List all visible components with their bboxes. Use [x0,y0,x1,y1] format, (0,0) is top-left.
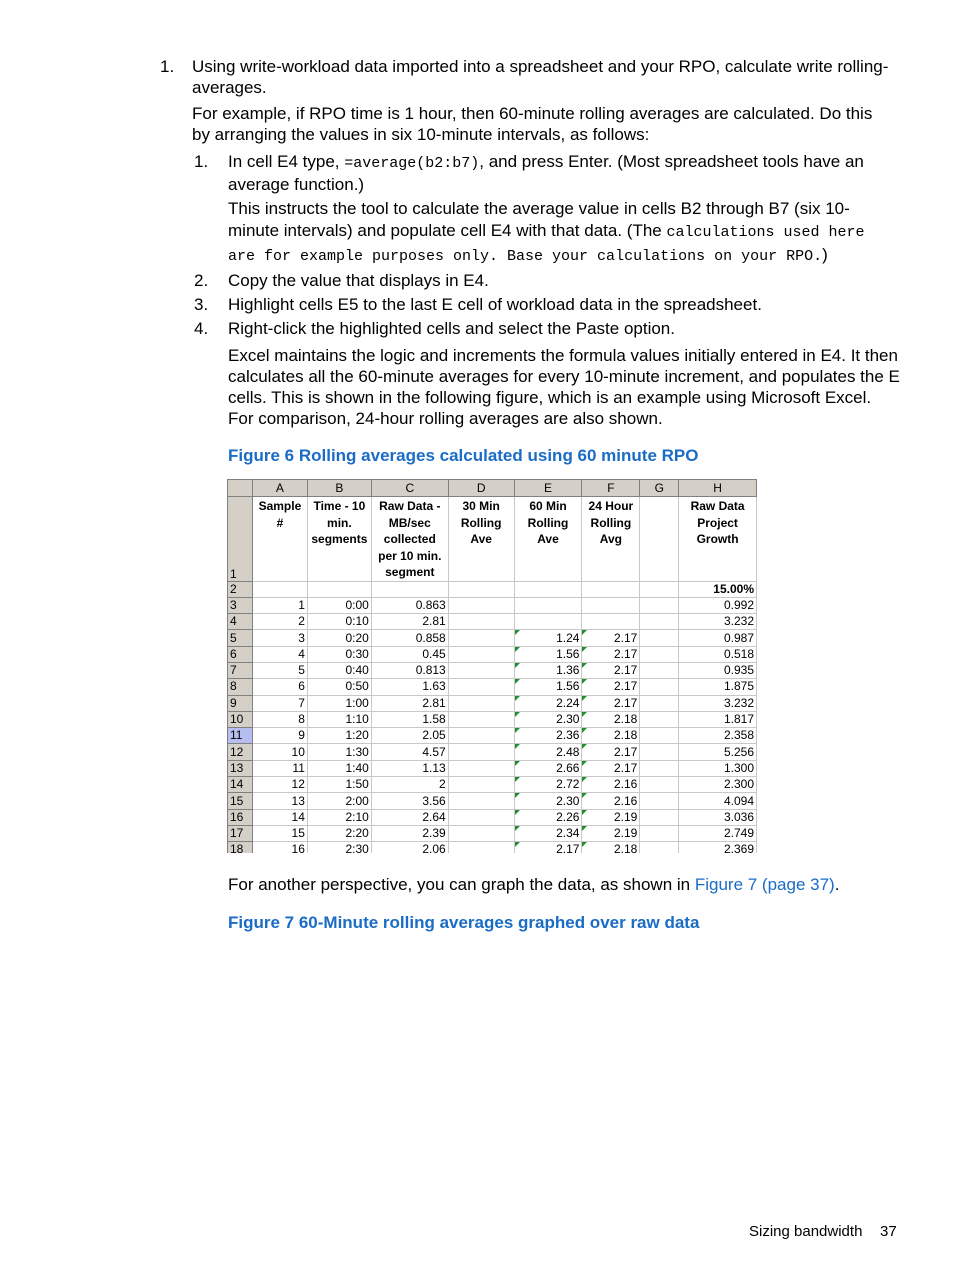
rolling-60-cell[interactable]: 2.66 [514,760,582,776]
row-header[interactable]: 13 [228,760,253,776]
row-header[interactable]: 8 [228,679,253,695]
growth-cell[interactable]: 4.094 [679,793,757,809]
graph-reference-pre: For another perspective, you can graph the data, as shown in [228,875,695,894]
rolling-24h-cell[interactable]: 2.18 [582,842,640,853]
header-cell-60-min[interactable]: 60 Min Rolling Ave [514,497,582,582]
g-cell[interactable] [640,825,679,841]
table-row [228,744,757,760]
substep-3-number: 3. [194,295,209,314]
g-cell[interactable] [640,679,679,695]
raw-data-cell[interactable]: 0.863 [371,597,448,613]
rolling-30-cell[interactable] [448,760,514,776]
g-cell[interactable] [640,760,679,776]
rolling-60-cell[interactable]: 2.48 [514,744,582,760]
time-cell[interactable]: 0:40 [307,662,371,678]
rolling-24h-cell[interactable]: 2.19 [582,809,640,825]
table-row [228,777,757,793]
substep-1-number: 1. [194,152,209,171]
rolling-30-cell[interactable] [448,679,514,695]
g-cell[interactable] [640,842,679,853]
row-header[interactable]: 6 [228,646,253,662]
sample-cell[interactable]: 8 [252,711,307,727]
sample-cell[interactable]: 14 [252,809,307,825]
time-cell[interactable]: 2:10 [307,809,371,825]
sample-cell[interactable]: 16 [252,842,307,853]
rolling-30-cell[interactable] [448,630,514,646]
growth-cell[interactable]: 2.369 [679,842,757,853]
sample-cell[interactable]: 7 [252,695,307,711]
growth-cell[interactable]: 2.300 [679,777,757,793]
rolling-24h-cell[interactable]: 2.16 [582,793,640,809]
row-header[interactable]: 3 [228,597,253,613]
figure-7-caption: Figure 7 60-Minute rolling averages graphed over raw data [228,913,700,932]
graph-reference-post: . [834,875,840,894]
rolling-30-cell[interactable] [448,793,514,809]
raw-data-cell[interactable]: 2.64 [371,809,448,825]
raw-data-cell[interactable]: 0.813 [371,662,448,678]
row-header[interactable]: 16 [228,809,253,825]
average-formula-code: =average(b2:b7) [344,155,480,172]
time-cell[interactable]: 0:50 [307,679,371,695]
step-1-text: Using write-workload data imported into a spreadsheet and your RPO, calculate write rolling-averages. [192,57,889,97]
time-cell[interactable]: 1:30 [307,744,371,760]
rolling-30-cell[interactable] [448,646,514,662]
time-cell[interactable]: 1:00 [307,695,371,711]
rolling-24h-cell[interactable]: 2.18 [582,728,640,744]
rolling-24h-cell[interactable] [582,597,640,613]
g-cell[interactable] [640,597,679,613]
rolling-30-cell[interactable] [448,711,514,727]
g-cell[interactable] [640,646,679,662]
column-header-h[interactable]: H [679,480,757,497]
time-cell[interactable]: 0:30 [307,646,371,662]
table-row [228,695,757,711]
g-cell[interactable] [640,614,679,630]
rolling-30-cell[interactable] [448,695,514,711]
substep-4-number: 4. [194,319,209,338]
raw-data-cell[interactable]: 0.858 [371,630,448,646]
table-row [228,662,757,678]
rolling-24h-cell[interactable]: 2.17 [582,679,640,695]
column-header-c[interactable]: C [371,480,448,497]
substep-4-text: Right-click the highlighted cells and select the Paste option. [228,319,675,338]
sample-cell[interactable]: 15 [252,825,307,841]
time-cell[interactable]: 1:40 [307,760,371,776]
rolling-24h-cell[interactable]: 2.18 [582,711,640,727]
rolling-60-cell[interactable]: 1.24 [514,630,582,646]
cell[interactable] [514,581,582,597]
table-row [228,679,757,695]
growth-cell[interactable]: 0.992 [679,597,757,613]
g-cell[interactable] [640,744,679,760]
raw-data-cell[interactable]: 1.63 [371,679,448,695]
g-cell[interactable] [640,630,679,646]
table-row [228,842,757,853]
footer-section-title: Sizing bandwidth [749,1223,863,1240]
rolling-24h-cell[interactable]: 2.17 [582,744,640,760]
time-cell[interactable]: 0:00 [307,597,371,613]
table-row [228,825,757,841]
row-header[interactable]: 15 [228,793,253,809]
rolling-30-cell[interactable] [448,777,514,793]
rolling-30-cell[interactable] [448,825,514,841]
growth-cell[interactable]: 3.232 [679,614,757,630]
time-cell[interactable]: 1:10 [307,711,371,727]
header-cell-time[interactable]: Time - 10 min. segments [307,497,371,582]
row-header[interactable]: 9 [228,695,253,711]
rolling-60-cell[interactable] [514,614,582,630]
row-header[interactable]: 10 [228,711,253,727]
cell[interactable] [371,581,448,597]
cell[interactable] [582,581,640,597]
time-cell[interactable]: 2:30 [307,842,371,853]
raw-data-cell[interactable]: 2.81 [371,695,448,711]
g-cell[interactable] [640,662,679,678]
sample-cell[interactable]: 1 [252,597,307,613]
rolling-60-cell[interactable]: 1.36 [514,662,582,678]
rolling-60-cell[interactable]: 2.72 [514,777,582,793]
corner-cell[interactable] [228,480,253,497]
g-cell[interactable] [640,695,679,711]
rolling-30-cell[interactable] [448,614,514,630]
sample-cell[interactable]: 6 [252,679,307,695]
time-cell[interactable]: 1:50 [307,777,371,793]
sample-cell[interactable]: 11 [252,760,307,776]
growth-cell[interactable]: 1.817 [679,711,757,727]
rolling-30-cell[interactable] [448,842,514,853]
table-row [228,711,757,727]
example-note-code: calculations used here are for example purposes only. Base your calculations on your RPO. [228,224,865,265]
rolling-24h-cell[interactable]: 2.17 [582,760,640,776]
raw-data-cell[interactable]: 1.58 [371,711,448,727]
rolling-30-cell[interactable] [448,744,514,760]
growth-cell[interactable]: 3.036 [679,809,757,825]
sample-cell[interactable]: 10 [252,744,307,760]
rolling-24h-cell[interactable] [582,614,640,630]
table-row [228,793,757,809]
growth-cell[interactable]: 1.300 [679,760,757,776]
rolling-60-cell[interactable]: 2.34 [514,825,582,841]
raw-data-cell[interactable]: 1.13 [371,760,448,776]
g-cell[interactable] [640,728,679,744]
rolling-60-cell[interactable]: 1.56 [514,646,582,662]
row-header[interactable]: 2 [228,581,253,597]
substep-1-para-post: ) [822,245,828,264]
row-header[interactable]: 17 [228,825,253,841]
g-cell[interactable] [640,809,679,825]
time-cell[interactable]: 1:20 [307,728,371,744]
row-header[interactable]: 4 [228,614,253,630]
sample-cell[interactable]: 3 [252,630,307,646]
row-header[interactable]: 5 [228,630,253,646]
substep-3-text: Highlight cells E5 to the last E cell of workload data in the spreadsheet. [228,295,762,314]
substep-1-text [228,151,900,195]
rolling-60-cell[interactable]: 2.24 [514,695,582,711]
rolling-24h-cell[interactable]: 2.17 [582,630,640,646]
rolling-24h-cell[interactable]: 2.17 [582,646,640,662]
substep-4-paragraph: Excel maintains the logic and increments the formula values initially entered in E4. It then calculates all the 60-minute averages for every 10-minute increment, and populates the E cells. This is shown in the following figure, which is an example using Microsoft Excel. For comparison, 24-hour rolling averages are also shown. [228,346,900,428]
rolling-30-cell[interactable] [448,728,514,744]
raw-data-cell[interactable]: 2.81 [371,614,448,630]
cell[interactable] [307,581,371,597]
sample-cell[interactable]: 12 [252,777,307,793]
spreadsheet-table [227,479,757,853]
rolling-24h-cell[interactable]: 2.17 [582,695,640,711]
step-1-paragraph: For example, if RPO time is 1 hour, then 60-minute rolling averages are calculated. Do this by arranging the values in six 10-minute intervals, as follows: [192,104,873,144]
growth-percent-cell[interactable]: 15.00% [679,581,757,597]
substep-2-number: 2. [194,271,209,290]
cell[interactable] [252,581,307,597]
time-cell[interactable]: 2:00 [307,793,371,809]
growth-cell[interactable]: 3.232 [679,695,757,711]
sample-cell[interactable]: 13 [252,793,307,809]
header-cell-raw-data[interactable]: Raw Data - MB/sec collected per 10 min. segment [371,497,448,582]
rolling-60-cell[interactable]: 2.36 [514,728,582,744]
column-header-d[interactable]: D [448,480,514,497]
sample-cell[interactable]: 4 [252,646,307,662]
graph-reference-text [228,874,900,895]
row-header[interactable]: 14 [228,777,253,793]
row-header[interactable]: 12 [228,744,253,760]
table-row [228,646,757,662]
time-cell[interactable]: 0:20 [307,630,371,646]
sample-cell[interactable]: 9 [252,728,307,744]
header-cell-30-min[interactable]: 30 Min Rolling Ave [448,497,514,582]
table-row [228,614,757,630]
spreadsheet-figure [227,479,757,853]
rolling-24h-cell[interactable]: 2.19 [582,825,640,841]
table-row [228,809,757,825]
time-cell[interactable]: 2:20 [307,825,371,841]
growth-cell[interactable]: 0.518 [679,646,757,662]
column-header-b[interactable]: B [307,480,371,497]
header-cell-sample[interactable]: Sample # [252,497,307,582]
growth-cell[interactable]: 5.256 [679,744,757,760]
page-number: 37 [880,1223,897,1240]
growth-cell[interactable]: 2.358 [679,728,757,744]
rolling-30-cell[interactable] [448,597,514,613]
rolling-60-cell[interactable] [514,597,582,613]
column-header-e[interactable]: E [514,480,582,497]
cell[interactable] [640,581,679,597]
column-header-a[interactable]: A [252,480,307,497]
raw-data-cell[interactable]: 2.06 [371,842,448,853]
rolling-30-cell[interactable] [448,662,514,678]
row-header[interactable]: 11 [228,728,253,744]
raw-data-cell[interactable]: 2 [371,777,448,793]
substep-2-text: Copy the value that displays in E4. [228,271,489,290]
figure-7-link[interactable]: Figure 7 (page 37) [694,875,835,894]
header-cell-g[interactable] [640,497,679,582]
growth-cell[interactable]: 0.987 [679,630,757,646]
raw-data-cell[interactable]: 2.05 [371,728,448,744]
g-cell[interactable] [640,711,679,727]
raw-data-cell[interactable]: 0.45 [371,646,448,662]
substep-1-pre: In cell E4 type, [228,152,345,171]
growth-cell[interactable]: 1.875 [679,679,757,695]
substep-1-paragraph [228,198,900,268]
g-cell[interactable] [640,793,679,809]
table-row [228,630,757,646]
cell[interactable] [448,581,514,597]
rolling-60-cell[interactable]: 2.30 [514,711,582,727]
row-header[interactable]: 7 [228,662,253,678]
g-cell[interactable] [640,777,679,793]
raw-data-cell[interactable]: 2.39 [371,825,448,841]
sample-cell[interactable]: 2 [252,614,307,630]
growth-cell[interactable]: 2.749 [679,825,757,841]
row-header[interactable]: 1 [228,497,253,582]
table-row [228,760,757,776]
rolling-60-cell[interactable]: 2.26 [514,809,582,825]
table-row [228,728,757,744]
header-cell-24-hour[interactable]: 24 Hour Rolling Avg [582,497,640,582]
rolling-30-cell[interactable] [448,809,514,825]
raw-data-cell[interactable]: 3.56 [371,793,448,809]
raw-data-cell[interactable]: 4.57 [371,744,448,760]
rolling-60-cell[interactable]: 1.56 [514,679,582,695]
rolling-24h-cell[interactable]: 2.16 [582,777,640,793]
column-header-f[interactable]: F [582,480,640,497]
step-1-number: 1. [160,57,175,76]
table-row [228,597,757,613]
figure-6-caption: Figure 6 Rolling averages calculated using 60 minute RPO [228,446,699,465]
row-header[interactable]: 18 [228,842,253,853]
substep-1-post: , and press Enter. (Most spreadsheet tools have an average function.) [228,152,864,194]
time-cell[interactable]: 0:10 [307,614,371,630]
header-cell-growth[interactable]: Raw Data Project Growth [679,497,757,582]
rolling-24h-cell[interactable]: 2.17 [582,662,640,678]
rolling-60-cell[interactable]: 2.30 [514,793,582,809]
rolling-60-cell[interactable]: 2.17 [514,842,582,853]
sample-cell[interactable]: 5 [252,662,307,678]
column-header-g[interactable]: G [640,480,679,497]
substep-1-para-pre: This instructs the tool to calculate the average value in cells B2 through B7 (six 10-minute intervals) and populate cell E4 with that data. (The [228,199,850,240]
growth-cell[interactable]: 0.935 [679,662,757,678]
